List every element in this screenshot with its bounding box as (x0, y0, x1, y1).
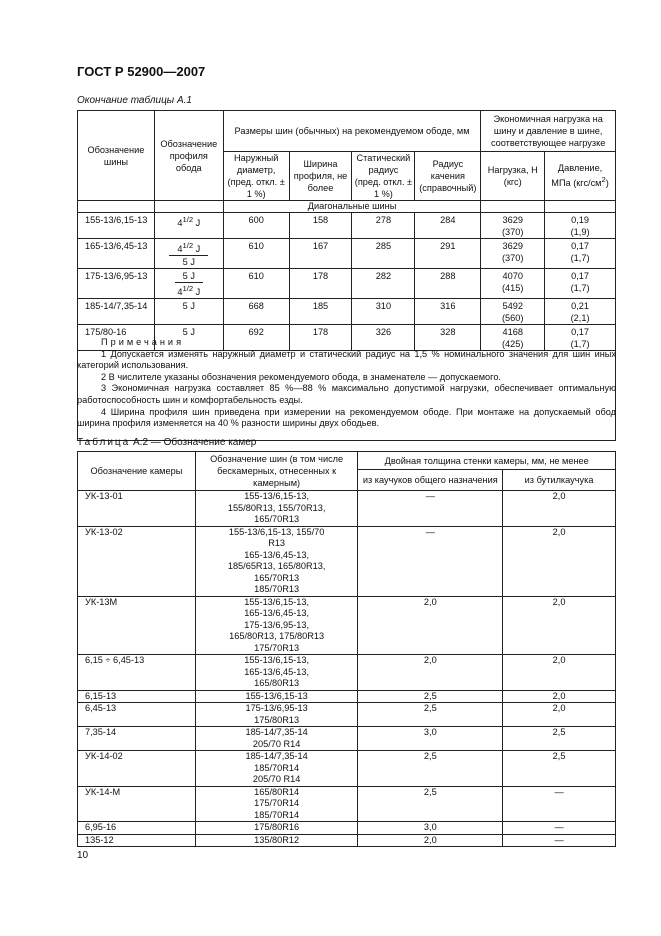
table-row: 6,15-13 155-13/6,15-13 2,5 2,0 (78, 690, 616, 703)
col-tire: Обозначение шин (в том числе бескамерных, отнесенных к камерным) (195, 452, 358, 491)
notes-title: Примечания (101, 337, 185, 347)
notes (77, 337, 616, 430)
col-load-group: Экономичная нагрузка на шину и давление в шине, соответствующее нагрузке (481, 111, 616, 152)
note-4: 4 Ширина профиля шин приведена при измерении на рекомендуемом ободе. При монтаже на допускаемый обод ширина профиля изменяется на 40 % разности ширины двух ободьев. (77, 406, 616, 429)
table-row: 6,15 ÷ 6,45-13 155-13/6,15-13, 165-13/6,45-13, 165/80R13 2,0 2,0 (78, 655, 616, 691)
table-row: 7,35-14 185-14/7,35-14 205/70 R14 3,0 2,5 (78, 727, 616, 751)
table-row: УК-14-02 185-14/7,35-14 185/70R14 205/70 R14 2,5 2,5 (78, 751, 616, 787)
table-row: 175/80-16 5 J 692 178 326 328 4168 (425) 0,17 (1,7) (78, 325, 616, 351)
col-butyl: из бутилкаучука (503, 470, 616, 491)
table2 (77, 451, 616, 847)
col-dims-group: Размеры шин (обычных) на рекомендуемом ободе, мм (223, 111, 481, 152)
section-diagonal: Диагональные шины (223, 201, 481, 213)
note-1: 1 Допускается изменять наружный диаметр и статический радиус на 1,5 % номинального значения для шин иных категорий использования. (77, 348, 616, 371)
note-3: 3 Экономичная нагрузка составляет 85 %—88 % максимально допустимой нагрузки, обеспечивает оптимальную работоспособность шин и комфортабельность езды. (77, 383, 616, 405)
col-static: Статический радиус (пред. откл. ± 1 %) (352, 152, 415, 201)
table-row: 135-12 135/80R12 2,0 — (78, 834, 616, 847)
col-outer: Наружный диаметр, (пред. откл. ± 1 %) (223, 152, 289, 201)
col-pressure: Давление, МПа $(кгс/см^2)$ (545, 152, 616, 201)
table-row: 185-14/7,35-14 5 J 668 185 310 316 5492 (560) 0,21 (2,1) (78, 299, 616, 325)
table-row: 6,45-13 175-13/6,95-13 175/80R13 2,5 2,0 (78, 703, 616, 727)
col-camera: Обозначение камеры (78, 452, 196, 491)
table-row: УК-13М 155-13/6,15-13, 165-13/6,45-13, 175-13/6,95-13, 165/80R13, 175/80R13 175/70R13 2,0 2,0 (78, 596, 616, 655)
note-2: 2 В числителе указаны обозначения рекомендуемого обода, в знаменателе — допускаемого. (101, 371, 501, 382)
table-row: 165-13/6,45-13 $4^{1/2}$ J 5 J 610 167 285 291 3629 (370) 0,17 (1,7) (78, 239, 616, 269)
table-row: 155-13/6,15-13 $4^{1/2}$ J 600 158 278 284 3629 (370) 0,19 (1,9) (78, 213, 616, 239)
table-row: 175-13/6,95-13 5 J $4^{1/2}$ J 610 178 282 288 4070 (415) 0,17 (1,7) (78, 269, 616, 299)
col-rubber: из каучуков общего назначения (358, 470, 503, 491)
document-header: ГОСТ Р 52900—2007 (77, 64, 206, 79)
table-row: УК-13-01 155-13/6,15-13, 155/80R13, 155/70R13, 165/70R13 — 2,0 (78, 491, 616, 527)
col-thick-group: Двойная толщина стенки камеры, мм, не менее (358, 452, 616, 470)
table-row: 6,95-16 175/80R16 3,0 — (78, 822, 616, 835)
col-rim: Обозначение профиля обода (154, 111, 223, 201)
page-number: 10 (77, 850, 89, 861)
table-row: УК-13-02 155-13/6,15-13, 155/70 R13 165-13/6,45-13, 185/65R13, 165/80R13, 165/70R13 185/70R13 — 2,0 (78, 526, 616, 596)
table1-caption: Окончание таблицы А.1 (77, 95, 192, 106)
table-row: УК-14-М 165/80R14 175/70R14 185/70R14 2,5 — (78, 786, 616, 822)
col-rolling: Радиус качения (справочный) (415, 152, 481, 201)
table2-caption: Таблица А.2 — Обозначение камер (77, 437, 257, 448)
col-width: Ширина профиля, не более (289, 152, 352, 201)
col-load: Нагрузка, Н (кгс) (481, 152, 545, 201)
col-designation: Обозначение шины (78, 111, 155, 201)
